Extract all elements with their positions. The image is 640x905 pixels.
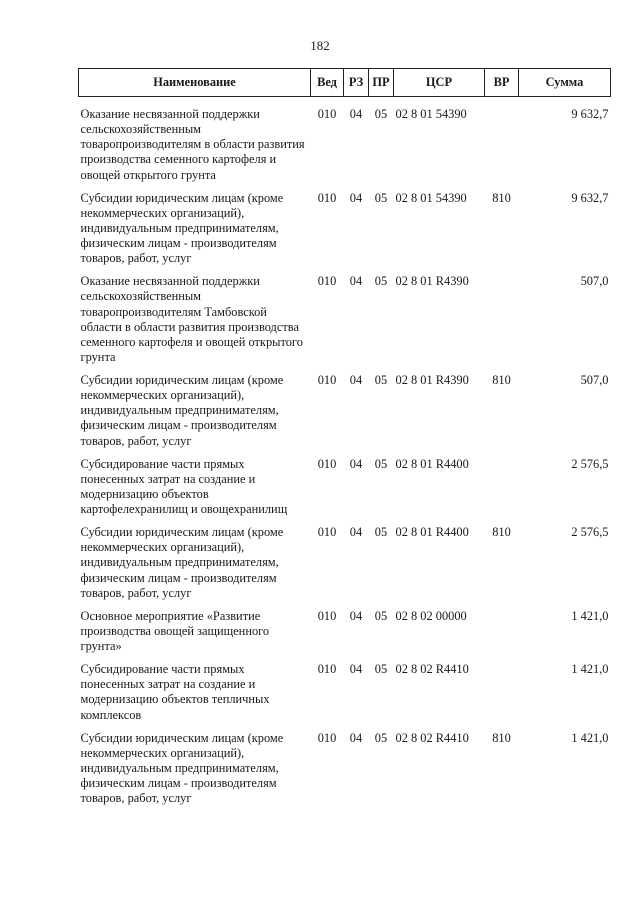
cell-rz: 04	[349, 274, 363, 289]
cell-vr: 810	[492, 730, 511, 745]
cell-pr: 05	[374, 373, 388, 387]
cell-pr: 05	[374, 525, 388, 540]
cell-ved: 010	[317, 456, 337, 471]
cell-name: Субсидии юридическим лицам (кроме некоммерческих организаций), индивидуальным предпринимателям, физическим лицам - производителям товаров, работ, услуг	[80, 373, 284, 448]
cell-ved: 010	[317, 190, 337, 205]
cell-name: Субсидии юридическим лицам (кроме некоммерческих организаций), индивидуальным предпринимателям, физическим лицам - производителям товаров, работ, услуг	[80, 525, 284, 600]
cell-name: Субсидирование части прямых понесенных затрат на создание и модернизацию объектов картофелехранилищ и овощехранилищ	[80, 456, 288, 516]
table-row	[79, 266, 611, 365]
header-name: Наименование	[79, 69, 311, 97]
cell-rz: 04	[349, 107, 363, 121]
cell-csr: 02 8 01 54390	[395, 107, 467, 121]
cell-csr: 02 8 02 R4410	[395, 730, 469, 745]
cell-sum: 9 632,7	[571, 190, 609, 205]
cell-ved: 010	[317, 525, 337, 540]
cell-ved: 010	[317, 107, 337, 121]
cell-vr: 810	[492, 190, 511, 205]
cell-sum: 507,0	[580, 373, 609, 387]
cell-rz: 04	[349, 190, 363, 205]
cell-csr: 02 8 01 54390	[395, 190, 467, 205]
cell-ved: 010	[317, 608, 337, 623]
cell-rz: 04	[349, 456, 363, 471]
cell-csr: 02 8 02 R4410	[395, 662, 469, 677]
cell-vr	[485, 654, 519, 723]
cell-csr: 02 8 01 R4390	[395, 274, 469, 289]
cell-vr: 810	[492, 525, 511, 540]
page-number: 182	[310, 38, 330, 53]
cell-rz: 04	[349, 525, 363, 540]
cell-rz: 04	[349, 662, 363, 677]
cell-ved: 010	[317, 373, 337, 387]
header-ved: Вед	[311, 69, 344, 97]
cell-pr: 05	[374, 662, 388, 677]
table-row	[79, 601, 611, 654]
cell-name: Основное мероприятие «Развитие производства овощей защищенного грунта»	[80, 608, 270, 653]
cell-pr: 05	[374, 190, 388, 205]
table-row	[79, 97, 611, 183]
cell-name: Субсидирование части прямых понесенных затрат на создание и модернизацию объектов тепличных комплексов	[80, 662, 270, 722]
cell-sum: 1 421,0	[571, 730, 609, 745]
header-csr: ЦСР	[394, 69, 485, 97]
cell-vr: 810	[492, 373, 511, 387]
cell-csr: 02 8 02 00000	[395, 608, 467, 623]
cell-csr: 02 8 01 R4390	[395, 373, 469, 387]
cell-pr: 05	[374, 456, 388, 471]
cell-name: Субсидии юридическим лицам (кроме некоммерческих организаций), индивидуальным предпринимателям, физическим лицам - производителям товаров, работ, услуг	[80, 190, 284, 266]
budget-table	[78, 68, 611, 806]
cell-csr: 02 8 01 R4400	[395, 525, 469, 540]
cell-sum: 507,0	[580, 274, 609, 289]
cell-rz: 04	[349, 608, 363, 623]
cell-name: Оказание несвязанной поддержки сельскохозяйственным товаропроизводителям в области развития производства семенного картофеля и овощей открытого грунта	[80, 107, 305, 182]
table-row	[79, 365, 611, 449]
cell-vr	[485, 601, 519, 654]
header-rz: РЗ	[344, 69, 369, 97]
table-row	[79, 183, 611, 267]
table-row	[79, 449, 611, 518]
cell-vr	[485, 449, 519, 518]
cell-pr: 05	[374, 730, 388, 745]
cell-pr: 05	[374, 274, 388, 289]
cell-name: Оказание несвязанной поддержки сельскохозяйственным товаропроизводителям Тамбовской области в области развития производства семенного картофеля и овощей открытого грунта	[80, 274, 303, 364]
cell-sum: 2 576,5	[571, 525, 609, 540]
cell-sum: 9 632,7	[571, 107, 609, 121]
cell-pr: 05	[374, 107, 388, 121]
table-row	[79, 654, 611, 723]
cell-ved: 010	[317, 274, 337, 289]
header-pr: ПР	[369, 69, 394, 97]
cell-sum: 1 421,0	[571, 662, 609, 677]
table-row	[79, 723, 611, 807]
cell-ved: 010	[317, 730, 337, 745]
cell-rz: 04	[349, 373, 363, 387]
table-header	[79, 69, 611, 97]
header-vr: ВР	[485, 69, 519, 97]
table-row	[79, 517, 611, 601]
cell-sum: 2 576,5	[571, 456, 609, 471]
cell-vr	[485, 97, 519, 183]
cell-vr	[485, 266, 519, 365]
table-body	[79, 97, 611, 807]
cell-name: Субсидии юридическим лицам (кроме некоммерческих организаций), индивидуальным предпринимателям, физическим лицам - производителям товаров, работ, услуг	[80, 730, 284, 806]
cell-pr: 05	[374, 608, 388, 623]
cell-rz: 04	[349, 730, 363, 745]
cell-csr: 02 8 01 R4400	[395, 456, 469, 471]
cell-sum: 1 421,0	[571, 608, 609, 623]
cell-ved: 010	[317, 662, 337, 677]
header-sum: Сумма	[519, 69, 611, 97]
